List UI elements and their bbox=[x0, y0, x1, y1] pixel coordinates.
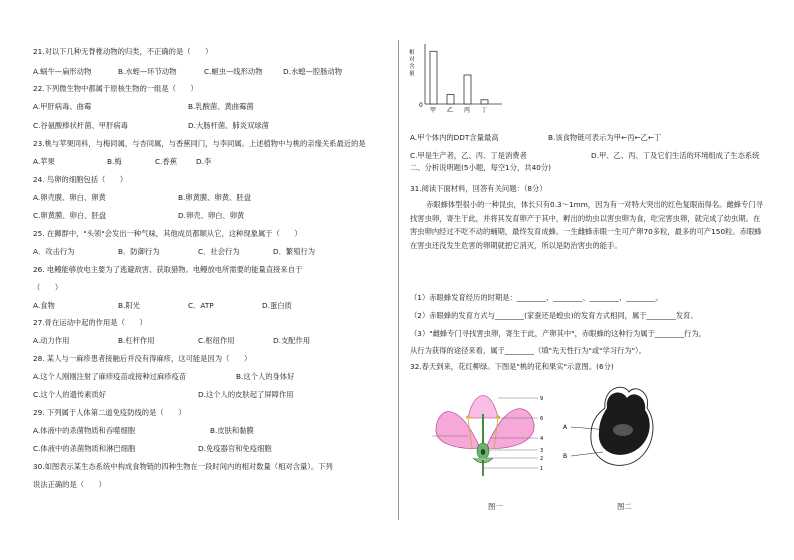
q23-option-b: B.梅 bbox=[107, 157, 122, 166]
q29-option-d: D.免疫器官和免疫细胞 bbox=[198, 444, 272, 453]
bar-丙 bbox=[464, 75, 471, 104]
q29-stem: 29. 下列属于人体第二道免疫防线的是（ ） bbox=[33, 408, 186, 417]
q21-option-d: D.水螅—腔肠动物 bbox=[283, 67, 343, 76]
q25-option-b: B．防御行为 bbox=[118, 247, 160, 256]
q21-stem: 21.对以下几种无脊椎动物的归类，不正确的是（ ） bbox=[33, 47, 213, 56]
fig2-mark-a: A bbox=[563, 424, 568, 431]
q30-stem: 30.如图表示某生态系统中构成食物链的四种生物在一段时间内的相对数量（相对含量）。下列 bbox=[33, 462, 333, 471]
category-label-乙: 乙 bbox=[447, 107, 454, 114]
peach-flower-svg bbox=[428, 378, 548, 478]
q30-stem-cont: 说法正确的是（ ） bbox=[33, 480, 106, 489]
q32-stem: 32.春天到来，花红柳绿。下图是"桃的花和果实"示意图。(6分) bbox=[410, 362, 614, 371]
q29-option-c: C.体液中的杀菌物质和淋巴细胞 bbox=[33, 444, 136, 453]
q22-stem: 22.下列微生物中都属于原核生物的一组是（ ） bbox=[33, 84, 198, 93]
q24-option-d: D.卵壳、卵白、卵黄 bbox=[178, 211, 245, 220]
q22-option-c: C.谷氨酸棒状杆菌、甲肝病毒 bbox=[33, 121, 128, 130]
q26-option-c: C．ATP bbox=[188, 301, 214, 310]
fig1-mark-1: 1 bbox=[540, 466, 544, 472]
fig1-caption: 图一 bbox=[488, 502, 503, 511]
q28-option-c: C.这个人的遗传素质好 bbox=[33, 390, 107, 399]
section2-heading: 二、分析说明题(5小题，每空1分，共40分) bbox=[410, 163, 552, 172]
q22-option-d: D.大肠杆菌、肺炎双球菌 bbox=[188, 121, 269, 130]
q28-stem: 28. 某人与一麻疹患者接触后并没有得麻疹，这可能是因为（ ） bbox=[33, 354, 252, 363]
bar-丁 bbox=[481, 100, 488, 104]
q24-option-a: A.卵壳膜、卵白、卵黄 bbox=[33, 193, 106, 202]
q27-option-b: B.杠杆作用 bbox=[118, 336, 155, 345]
q26-option-a: A.食物 bbox=[33, 301, 55, 310]
q28-option-b: B.这个人的身体好 bbox=[236, 372, 295, 381]
origin-label: 0 bbox=[419, 102, 423, 109]
category-labels bbox=[430, 106, 487, 114]
q31-sub3-cont: 从行为获得的途径来看，属于________（填"先天性行为"或"学习行为"）。 bbox=[410, 346, 646, 355]
q21-option-b: B.水蛭—环节动物 bbox=[118, 67, 177, 76]
q22-option-a: A.甲肝病毒、曲霉 bbox=[33, 102, 92, 111]
fig1-mark-6: 6 bbox=[540, 416, 544, 422]
q26-option-d: D.蛋白质 bbox=[262, 301, 292, 310]
q24-option-c: C.卵黄膜、卵白、胚盘 bbox=[33, 211, 107, 220]
fig2-caption: 图二 bbox=[617, 502, 632, 511]
bar-chart-svg bbox=[406, 40, 506, 114]
q27-option-a: A.动力作用 bbox=[33, 336, 70, 345]
q21-option-a: A.蜗牛—扁形动物 bbox=[33, 67, 92, 76]
q28-option-a: A.这个人刚刚注射了麻疹疫苗或接种过麻疹疫苗 bbox=[33, 372, 187, 381]
fig2-mark-b: B bbox=[563, 453, 568, 460]
q27-option-c: C.枢纽作用 bbox=[198, 336, 235, 345]
q31-sub3: （3）"雌蜂专门寻找害虫卵，寄生于此，产卵其中"，赤眼蜂的这种行为属于________行为， bbox=[410, 329, 706, 338]
q29-option-b: B.皮肤和黏膜 bbox=[210, 426, 254, 435]
q23-option-d: D.李 bbox=[196, 157, 212, 166]
q22-option-b: B.乳酸菌、黄曲霉菌 bbox=[188, 102, 254, 111]
q27-option-d: D.支配作用 bbox=[273, 336, 311, 345]
y-axis-label: 相对含量 bbox=[409, 50, 415, 77]
q30-bar-chart bbox=[406, 40, 506, 118]
q23-stem: 23.桃与苹果同科，与梅同属，与杏同属，与香蕉同门，与李同属。上述植物中与桃的亲缘关系最近的是 bbox=[33, 139, 366, 148]
fig1-mark-3: 3 bbox=[540, 448, 544, 454]
q23-option-a: A.苹果 bbox=[33, 157, 55, 166]
q24-stem: 24. 鸟卵的细胞包括（ ） bbox=[33, 175, 128, 184]
q25-stem: 25. 在狮群中，"头领"会发出一种气味，其他成员都顺从它，这种现象属于（ ） bbox=[33, 229, 302, 238]
q30-option-b: B.该食物链可表示为甲←丙←乙←丁 bbox=[548, 133, 662, 142]
peach-fruit-svg bbox=[563, 378, 673, 478]
q26-stem: 26. 电鳗能够放电主要为了逃避敌害、获取猎物。电鳗放电所需要的能量直接来自于 bbox=[33, 265, 303, 274]
q26-option-b: B.阳光 bbox=[118, 301, 140, 310]
bar-乙 bbox=[447, 95, 454, 104]
q23-option-c: C.香蕉 bbox=[155, 157, 178, 166]
category-label-丁: 丁 bbox=[481, 107, 488, 114]
peach-flower-figure bbox=[428, 378, 548, 482]
peach-fruit-figure bbox=[563, 378, 673, 482]
q31-stem: 31.阅读下面材料，回答有关问题：（8分） bbox=[410, 184, 547, 193]
right-column bbox=[398, 0, 794, 560]
category-label-甲: 甲 bbox=[430, 107, 437, 114]
q25-option-a: A．攻击行为 bbox=[33, 247, 75, 256]
q31-sub1: （1）赤眼蜂发育经历的时期是：________、________、________、________。 bbox=[410, 293, 663, 302]
q31-sub2: （2）赤眼蜂的发育方式与________(家蚕还是蝗虫)的发育方式相同，属于________发育。 bbox=[410, 311, 698, 320]
q21-option-c: C.蛔虫—线形动物 bbox=[204, 67, 263, 76]
bar-甲 bbox=[430, 51, 437, 104]
q25-option-c: C．社会行为 bbox=[198, 247, 240, 256]
q24-option-b: B.卵黄膜、卵黄、胚盘 bbox=[178, 193, 251, 202]
q26-stem-cont: （ ） bbox=[33, 283, 63, 292]
fig1-mark-2: 2 bbox=[540, 456, 544, 462]
q25-option-d: D．繁殖行为 bbox=[273, 247, 316, 256]
q31-passage: 赤眼蜂体型很小的一种昆虫，体长只有0.3～1mm，因为有一对特大突出的红色复眼而得名。雌蜂专门寻找害虫卵，寄生于此，并将其发育卵产于其中，孵出的幼虫以害虫卵为食，吃完害虫卵，就完成了幼虫期。在害虫卵内经过不吃不动的蛹期，最终发育成蜂。一生雌蜂赤眼一生可产卵70多粒，最多的可产150粒。赤眼蜂在害虫还没发生危害的卵期就把它消灭，所以是防治害虫的能手。 bbox=[410, 200, 763, 250]
q27-stem: 27.骨在运动中起的作用是（ ） bbox=[33, 318, 147, 327]
q29-option-a: A.体液中的杀菌物质和吞噬细胞 bbox=[33, 426, 136, 435]
q30-option-d: D.甲、乙、丙、丁及它们生活的环境组成了生态系统 bbox=[591, 151, 760, 160]
fig1-mark-9: 9 bbox=[540, 396, 544, 402]
q30-option-c: C.甲是生产者，乙、丙、丁是消费者 bbox=[410, 151, 527, 160]
q28-option-d: D.这个人的皮肤起了屏障作用 bbox=[198, 390, 294, 399]
fig1-mark-4: 4 bbox=[540, 436, 544, 442]
q30-option-a: A.甲个体内的DDT含量最高 bbox=[410, 133, 499, 142]
bars-group bbox=[430, 51, 488, 104]
category-label-丙: 丙 bbox=[464, 107, 471, 114]
